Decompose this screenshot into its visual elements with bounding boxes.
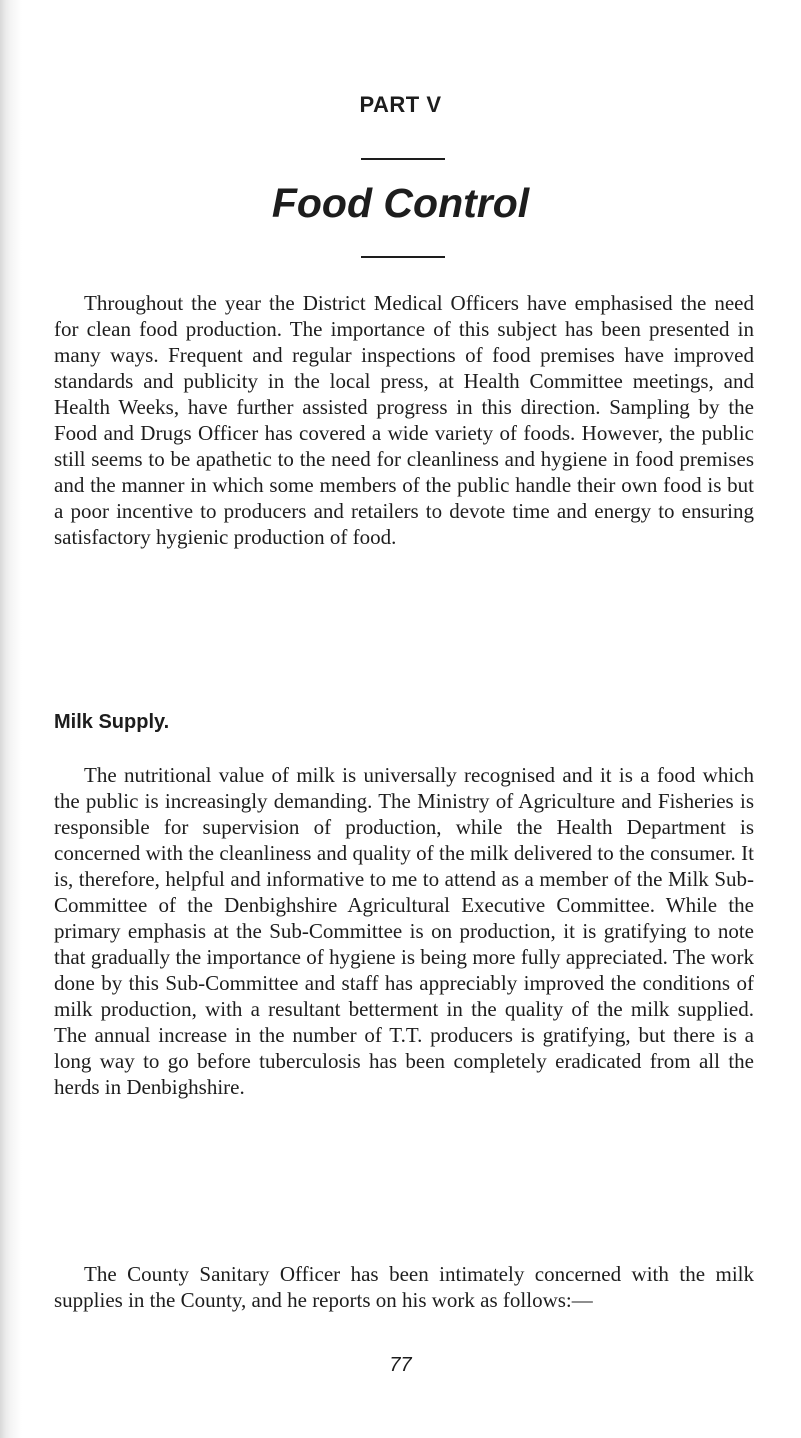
county-paragraph: The County Sanitary Officer has been intimately concerned with the milk supplies in the County, and he reports on his work as follows:— — [54, 1262, 754, 1312]
page-title: Food Control — [271, 180, 530, 226]
intro-section — [54, 290, 754, 550]
page-number: 77 — [389, 1354, 412, 1376]
part-heading: PART V — [359, 92, 442, 117]
title-rule-bottom — [361, 256, 445, 258]
milk-paragraph: The nutritional value of milk is universally recognised and it is a food which the public is increasingly demanding. The Ministry of Agriculture and Fisheries is responsible for supervision of production, while the Health Department is concerned with the cleanliness and quality of the milk delivered to the consumer. It is, therefore, helpful and informative to me to attend as a member of the Milk Sub-Committee of the Denbighshire Agricultural Executive Committee. While the primary emphasis at the Sub-Committee is on production, it is gratifying to note that gradually the importance of hygiene is being more fully appreciated. The work done by this Sub-Committee and staff has appreciably improved the conditions of milk production, with a resultant betterment in the quality of the milk supplied. The annual increase in the number of T.T. producers is gratifying, but there is a long way to go before tuberculosis has been completely eradicated from all the herds in Denbighshire. — [54, 763, 754, 1099]
title-rule-top — [361, 158, 445, 160]
section-heading-milk-supply: Milk Supply. — [54, 711, 170, 733]
county-section — [54, 1261, 754, 1313]
intro-paragraph: Throughout the year the District Medical Officers have emphasised the need for clean food production. The importance of this subject has been presented in many ways. Frequent and regular inspections of food premises have improved standards and publicity in the local press, at Health Committee meetings, and Health Weeks, have further assisted progress in this direction. Sampling by the Food and Drugs Officer has covered a wide variety of foods. However, the public still seems to be apathetic to the need for cleanliness and hygiene in food premises and the manner in which some members of the public handle their own food is but a poor incentive to producers and retailers to devote time and energy to ensuring satisfactory hygienic production of food. — [54, 291, 754, 549]
milk-section — [54, 762, 754, 1100]
